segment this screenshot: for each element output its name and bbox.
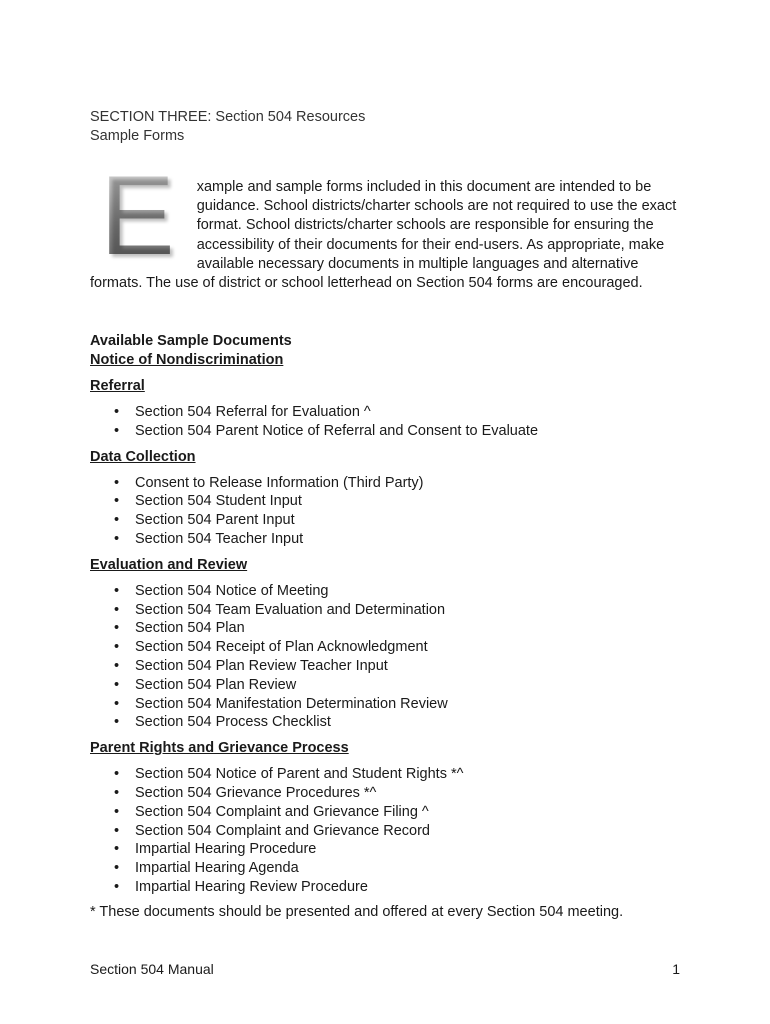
notice-of-nondiscrimination-heading: Notice of Nondiscrimination (90, 352, 284, 368)
section-heading: Evaluation and Review (90, 556, 248, 573)
documents-list (90, 332, 690, 922)
list-item (90, 530, 690, 549)
bullet-icon: • (114, 803, 120, 820)
document-list (90, 474, 690, 549)
list-item-label: Section 504 Plan (135, 620, 245, 637)
list-item (90, 695, 690, 714)
list-item (90, 840, 690, 859)
list-item (90, 422, 690, 441)
footer-page-number: 1 (672, 961, 680, 977)
section-heading: Referral (90, 378, 145, 394)
list-item (90, 403, 690, 422)
bullet-icon: • (114, 493, 120, 510)
list-item-label: Section 504 Receipt of Plan Acknowledgment (135, 639, 428, 656)
bullet-icon: • (114, 474, 120, 491)
intro-paragraph (90, 153, 680, 293)
list-item (90, 657, 690, 676)
list-item-label: Section 504 Complaint and Grievance Record (135, 822, 430, 839)
bullet-icon: • (114, 582, 120, 599)
bullet-icon: • (114, 784, 120, 801)
list-item-label: Section 504 Notice of Meeting (135, 582, 329, 599)
list-item-label: Section 504 Parent Notice of Referral and Consent to Evaluate (135, 422, 539, 439)
list-item-label: Section 504 Plan Review Teacher Input (135, 657, 388, 674)
page-header (90, 108, 365, 146)
list-item-label: Section 504 Teacher Input (135, 530, 304, 547)
list-item (90, 676, 690, 695)
list-item (90, 713, 690, 732)
bullet-icon: • (114, 601, 120, 618)
list-item (90, 784, 690, 803)
bullet-icon: • (114, 860, 120, 877)
bullet-icon: • (114, 512, 120, 529)
list-item (90, 765, 690, 784)
section-subtitle: Sample Forms (90, 128, 185, 144)
intro-text: xample and sample forms included in this document are intended to be guidance. School districts/charter schools are not required to use the exact format. School districts/charter schools are responsible for ensuring the accessibility of their documents for their end-users. As appropriate, make available necessary documents in multiple languages and alternative formats. The use of district or school letterhead on Section 504 forms are encouraged. (90, 179, 677, 292)
list-item-label: Section 504 Notice of Parent and Student Rights *^ (135, 766, 464, 783)
list-item-label: Impartial Hearing Agenda (135, 860, 299, 877)
bullet-icon: • (114, 841, 120, 858)
list-item-label: Section 504 Student Input (135, 493, 302, 510)
footer-manual-title: Section 504 Manual (90, 961, 214, 977)
list-item-label: Section 504 Team Evaluation and Determination (135, 601, 446, 618)
section-title: SECTION THREE: Section 504 Resources (90, 109, 366, 125)
list-item (90, 582, 690, 601)
list-item-label: Section 504 Parent Input (135, 512, 295, 529)
list-item (90, 601, 690, 620)
section-heading: Data Collection (90, 448, 196, 465)
drop-cap-letter: E (100, 153, 175, 278)
list-item (90, 619, 690, 638)
list-item (90, 803, 690, 822)
bullet-icon: • (114, 657, 120, 674)
available-documents-heading: Available Sample Documents (90, 333, 292, 349)
bullet-icon: • (114, 422, 120, 439)
list-item-label: Section 504 Grievance Procedures *^ (135, 784, 377, 801)
sections-container (90, 377, 690, 897)
bullet-icon: • (114, 714, 120, 731)
list-item-label: Section 504 Manifestation Determination Review (135, 695, 448, 712)
bullet-icon: • (114, 639, 120, 656)
list-item (90, 822, 690, 841)
bullet-icon: • (114, 878, 120, 895)
list-item-label: Consent to Release Information (Third Party) (135, 474, 424, 491)
bullet-icon: • (114, 766, 120, 783)
list-item-label: Section 504 Process Checklist (135, 714, 331, 731)
list-item (90, 859, 690, 878)
bullet-icon: • (114, 695, 120, 712)
section-heading: Parent Rights and Grievance Process (90, 740, 349, 757)
list-item (90, 511, 690, 530)
bullet-icon: • (114, 676, 120, 693)
list-item-label: Section 504 Plan Review (135, 676, 297, 693)
list-item-label: Section 504 Complaint and Grievance Filing ^ (135, 803, 429, 820)
list-item-label: Impartial Hearing Procedure (135, 841, 317, 858)
footnote: * These documents should be presented and offered at every Section 504 meeting. (90, 903, 624, 920)
bullet-icon: • (114, 404, 120, 420)
list-item-label: Impartial Hearing Review Procedure (135, 878, 368, 895)
bullet-icon: • (114, 620, 120, 637)
list-item (90, 474, 690, 493)
list-item (90, 492, 690, 511)
document-list (90, 765, 690, 897)
document-list (90, 582, 690, 732)
bullet-icon: • (114, 822, 120, 839)
document-list (90, 403, 690, 441)
list-item-label: Section 504 Referral for Evaluation ^ (135, 404, 371, 420)
bullet-icon: • (114, 530, 120, 547)
list-item (90, 878, 690, 897)
list-item (90, 638, 690, 657)
